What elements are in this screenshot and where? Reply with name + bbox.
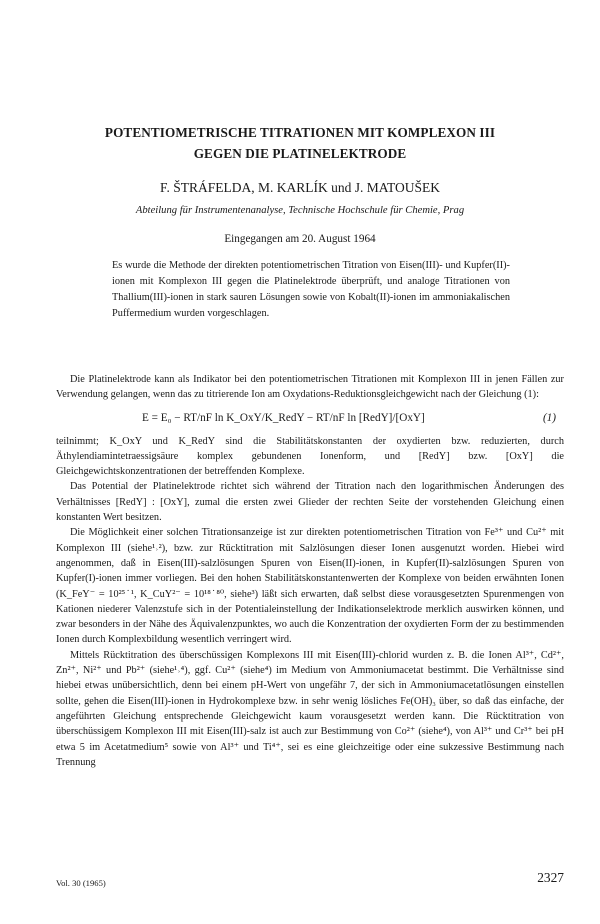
page-number: 2327 — [537, 870, 564, 885]
authors: F. ŠTRÁFELDA, M. KARLÍK und J. MATOUŠEK — [160, 180, 440, 195]
paragraph-1: Die Platinelektrode kann als Indikator bei den potentiometrischen Titrationen mit Komplexon III in jenen Fällen zur Verwendung gelangen, wenn das zu titrierende Ion am Oxydations-Reduktionsgleichgewicht nach der Gleichung (1): — [56, 374, 564, 401]
article-title-line-1: POTENTIOMETRISCHE TITRATIONEN MIT KOMPLEXON III — [104, 125, 496, 140]
volume-info: Vol. 30 (1965) — [56, 878, 106, 888]
paragraph-3: Das Potential der Platinelektrode richtet sich während der Titration nach den logarithmischen Änderungen des Verhältnisses [RedY] : [OxY], zumal die ersten zwei Glieder der rechten Seite der vorstehenden Gleichung einen konstanten Wert besitzen. — [56, 481, 564, 524]
paragraph-4: Die Möglichkeit einer solchen Titrationsanzeige ist zur direkten potentiometrischen Titration von Fe³⁺ und Cu²⁺ mit Komplexon III (siehe¹˒²), bzw. zur Rücktitration mit Salzlösungen dieser Ionen ausgenutzt worden. Hiebei wird angenommen, daß in Eisen(III)-salzlösungen Spuren von Eisen(II)-ionen, in Kupfer(II)-salzlösungen Spuren von Kupfer(I)-ionen immer vorliegen. Bei den hohen Stabilitätskonstantenwerten der Komplexe von beiden erwähnten Ionen (K_FeY⁻ = 10²⁵˙¹, K_CuY²⁻ = 10¹⁸˙⁸⁰, siehe³) läßt sich erwarten, daß selbst diese vorausgesetzten Spurenmengen von Kationen niederer Valenzstufe sich in der Potentialeinstellung der Indikationselektrode merklich auswirken können, und zwar besonders in der Nähe des Äquivalenzpunktes, wo auch die Konzentration der oxydierten Form der zu bestimmenden Ionen durch Komplexbildung wesentlich verringert wird. — [56, 527, 564, 646]
abstract: Es wurde die Methode der direkten potentiometrischen Titration von Eisen(III)- und Kupfer(II)-ionen mit Komplexon III gegen die Platinelektrode überprüft, und analoge Titrationen von Thallium(III)-ionen in stark sauren Lösungen sowie von Kobalt(II)-ionen im ammoniakalischen Puffermedium wurden vorgeschlagen. — [112, 260, 510, 319]
equation-number: (1) — [542, 411, 556, 424]
article-body — [56, 372, 564, 770]
paragraph-2: teilnimmt; K_OxY und K_RedY sind die Stabilitätskonstanten der oxydierten bzw. reduzierten, durch Äthylendiamintetraessigsäure komplex gebundenen Ionenform, und [RedY] bzw. [OxY] die Gleichgewichtskonzentrationen der betreffenden Komplexe. — [56, 435, 564, 478]
equation-1 — [56, 403, 564, 434]
affiliation: Abteilung für Instrumentenanalyse, Technische Hochschule für Chemie, Prag — [135, 205, 465, 216]
received-date: Eingegangen am 20. August 1964 — [224, 233, 376, 245]
equation-text: E = E₀ − RT/nF ln K_OxY/K_RedY − RT/nF ln [RedY]/[OxY] — [142, 411, 425, 424]
article-title-line-2: GEGEN DIE PLATINELEKTRODE — [193, 146, 407, 161]
paragraph-5: Mittels Rücktitration des überschüssigen Komplexons III mit Eisen(III)-chlorid wurden z. B. die Ionen Al³⁺, Cd²⁺, Zn²⁺, Ni²⁺ und Pb²⁺ (siehe¹˒⁴), ggf. Cu²⁺ (siehe⁴) im Medium von Ammoniumacetat bestimmt. Die Verhältnisse sind hiebei etwas unübersichtlich, denn bei einem pH-Wert von ungefähr 7, der sich in Ammoniumacetatlösungen einstellen sollte, gehen die Eisen(III)-ionen in Hydrokomplexe bzw. in sehr wenig lösliches Fe(OH)₃ über, so daß das einfache, der angeführten Gleichung entsprechende Gleichgewicht kaum vorausgesetzt werden kann. Die Rücktitration von überschüssigem Komplexon III mit Eisen(III)-salz ist auch zur Bestimmung von Co²⁺ (siehe⁴), von Al³⁺ und Cr³⁺ bei pH etwa 5 im Acetatmedium⁵ sowie von Al³⁺ und Ti⁴⁺, sei es eine gleichzeitige oder eine sukzessive Bestimmung nach Trennung — [56, 649, 564, 768]
